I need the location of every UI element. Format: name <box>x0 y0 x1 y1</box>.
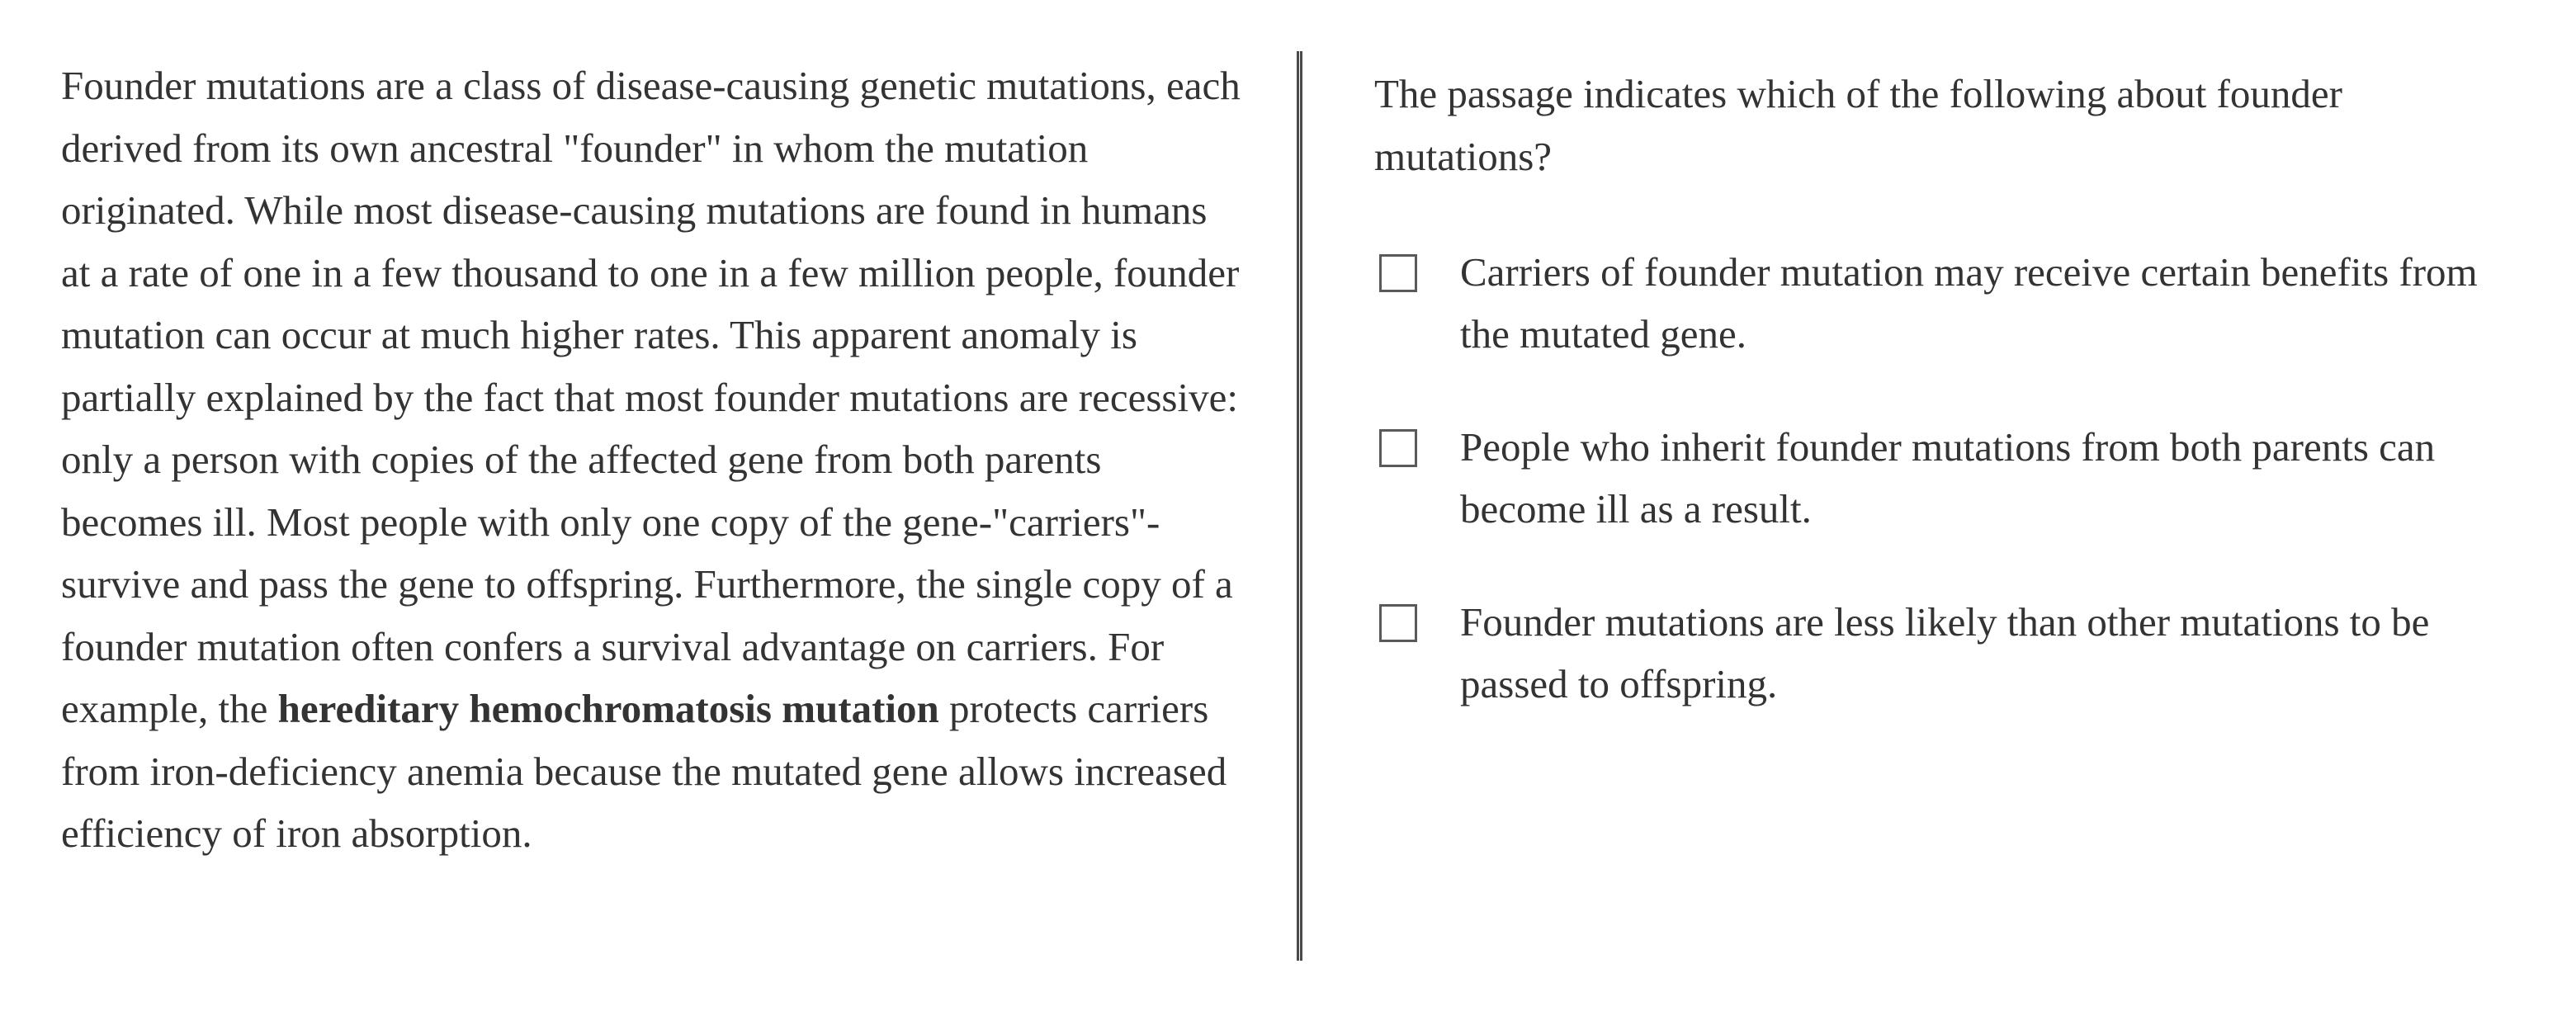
answer-choice-2[interactable] <box>1374 416 2513 540</box>
passage-text <box>61 54 1241 865</box>
answer-choice-1[interactable] <box>1374 241 2513 365</box>
passage-panel <box>61 54 1241 865</box>
answer-choice-label-2: People who inherit founder mutations from both parents can become ill as a result. <box>1460 424 2436 532</box>
question-panel <box>1374 63 2513 766</box>
panel-divider <box>1297 51 1302 961</box>
answer-checkbox-2[interactable] <box>1379 429 1417 467</box>
answer-checkbox-1[interactable] <box>1379 254 1417 292</box>
passage-text-after: protects carriers from iron-deficiency anemia because the mutated gene allows increased efficiency of iron absorption. <box>61 686 1227 856</box>
passage-text-before: Founder mutations are a class of disease-causing genetic mutations, each derived from its own ancestral "founder" in whom the mutation originated. While most disease-causing mutations are found in humans at a rate of one in a few thousand to one in a few million people, founder mutation can occur at much higher rates. This apparent anomaly is partially explained by the fact that most founder mutations are recessive: only a person with copies of the affected gene from both parents becomes ill. Most people with only one copy of the gene-"carriers"-survive and pass the gene to offspring. Furthermore, the single copy of a founder mutation often confers a survival advantage on carriers. For example, the <box>61 63 1241 731</box>
question-prompt: The passage indicates which of the following about founder mutations? <box>1374 71 2342 179</box>
answer-choice-label-1: Carriers of founder mutation may receive certain benefits from the mutated gene. <box>1460 249 2478 357</box>
passage-highlighted-term: hereditary hemochromatosis mutation <box>277 686 939 731</box>
answer-checkbox-3[interactable] <box>1379 604 1417 642</box>
answer-choice-label-3: Founder mutations are less likely than other mutations to be passed to offspring. <box>1460 599 2430 706</box>
answer-choice-3[interactable] <box>1374 591 2513 715</box>
